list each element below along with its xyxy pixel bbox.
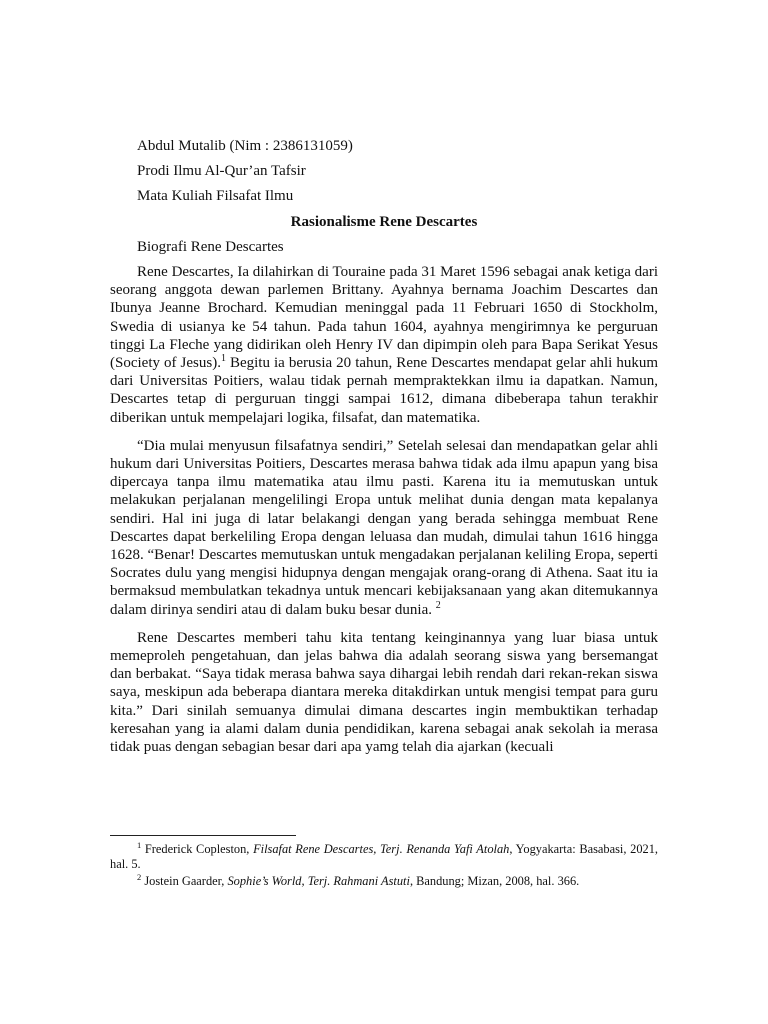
- footnote-number: 1: [137, 839, 142, 850]
- footnote-1: [110, 839, 659, 872]
- footnote-publication: , Yogyakarta: Basabasi, 2021, hal. 5.: [110, 842, 659, 871]
- paragraph-2-text: “Dia mulai menyusun filsafatnya sendiri,” Setelah selesai dan mendapatkan gelar ahli hukum dari Universitas Poitiers, Descartes merasa bahwa tidak ada ilmu apapun yang bisa dipercaya tanpa ilmu matematika atau ilmu pasti. Karena itu ia memutuskan untuk melakukan perjalanan mengelilingi Eropa untuk melihat dunia dengan mata kepalanya sendiri. Hal ini juga di latar belakangi dengan yang berada sehingga membuat Rene Descartes dapat berkeliling Eropa dengan leluasa dan mudah, dimulai tahun 1616 hingga 1628. “Benar! Descartes memutuskan untuk mengadakan perjalanan keliling Eropa, seperti Socrates dulu yang mengisi hidupnya dengan mengajak orang-orang di Athena. Saat itu ia bermaksud membulatkan tekadnya untuk mencari kebijaksanaan yang akan ditemukannya dalam dirinya sendiri atau di dalam buku besar dunia.: [110, 437, 658, 618]
- footnote-ref-2: 2: [435, 599, 441, 611]
- footnote-separator: [110, 835, 296, 836]
- paragraph-1-text-b: Begitu ia berusia 20 tahun, Rene Descartes mendapat gelar ahli hukum dari Universitas Poitiers, walau tidak pernah mempraktekkan ilmu ia dapatkan. Namun, Descartes tetap di perguruan tinggi sampai 1612, dimana dibeberapa tahun terakhir diberikan untuk mempelajari logika, filsafat, dan matematika.: [110, 355, 658, 426]
- footnotes: [110, 839, 659, 891]
- footnote-translator: Terj. Rahmani Astuti: [307, 874, 410, 888]
- footnote-work-title: Sophie’s World: [227, 874, 302, 888]
- footnote-author: Jostein Gaarder,: [141, 874, 228, 888]
- footnote-separator-comma: ,: [373, 842, 381, 856]
- footnote-author: Frederick Copleston,: [141, 842, 254, 856]
- footnote-separator-comma: ,: [301, 874, 308, 888]
- section-heading: Biografi Rene Descartes: [137, 238, 284, 255]
- footnote-2: [110, 871, 658, 889]
- program-line: Prodi Ilmu Al-Qur’an Tafsir: [137, 163, 306, 180]
- document-body: [110, 137, 658, 766]
- footnote-publication: , Bandung; Mizan, 2008, hal. 366.: [409, 874, 580, 888]
- footnote-number: 2: [137, 871, 142, 882]
- footnote-work-title: Filsafat Rene Descartes: [253, 842, 374, 856]
- course-line: Mata Kuliah Filsafat Ilmu: [137, 188, 294, 205]
- paragraph-3: Rene Descartes memberi tahu kita tentang keinginannya yang luar biasa untuk memeproleh pengetahuan, dan jelas bahwa dia adalah seorang siswa yang bersemangat dan berbakat. “Saya tidak merasa bahwa saya dihargai lebih rendah dari rekan-rekan siswa saya, meskipun ada beberapa diantara mereka ditakdirkan untuk mengisi tempat para guru kita.” Dari sinilah semuanya dimulai dimana descartes ingin membuktikan terhadap keresahan yang ia alami dalam dunia pendidikan, karena sebagai anak sekolah ia merasa tidak puas dengan sebagian besar dari apa yamg telah dia ajarkan (kecuali: [110, 629, 658, 756]
- paragraph-1: [110, 263, 658, 427]
- footnote-ref-1: 1: [220, 353, 226, 365]
- author-line: Abdul Mutalib (Nim : 2386131059): [137, 138, 353, 154]
- paragraph-2: [110, 437, 658, 619]
- paragraph-1-text-a: Rene Descartes, Ia dilahirkan di Touraine pada 31 Maret 1596 sebagai anak ketiga dari seorang anggota dewan parlemen Brittany. Ayahnya bernama Joachim Descartes dan Ibunya Jeanne Brochard. Kemudian meninggal pada 11 Februari 1650 di Stockholm, Swedia di usianya ke 54 tahun. Pada tahun 1604, ayahnya mengirimnya ke perguruan tinggi La Fleche yang didirikan oleh Henry IV dan dipimpin oleh para Bapa Serikat Yesus (Society of Jesus).: [110, 264, 658, 372]
- footnote-translator: Terj. Renanda Yafi Atolah: [380, 842, 510, 856]
- document-title: Rasionalisme Rene Descartes: [290, 213, 478, 230]
